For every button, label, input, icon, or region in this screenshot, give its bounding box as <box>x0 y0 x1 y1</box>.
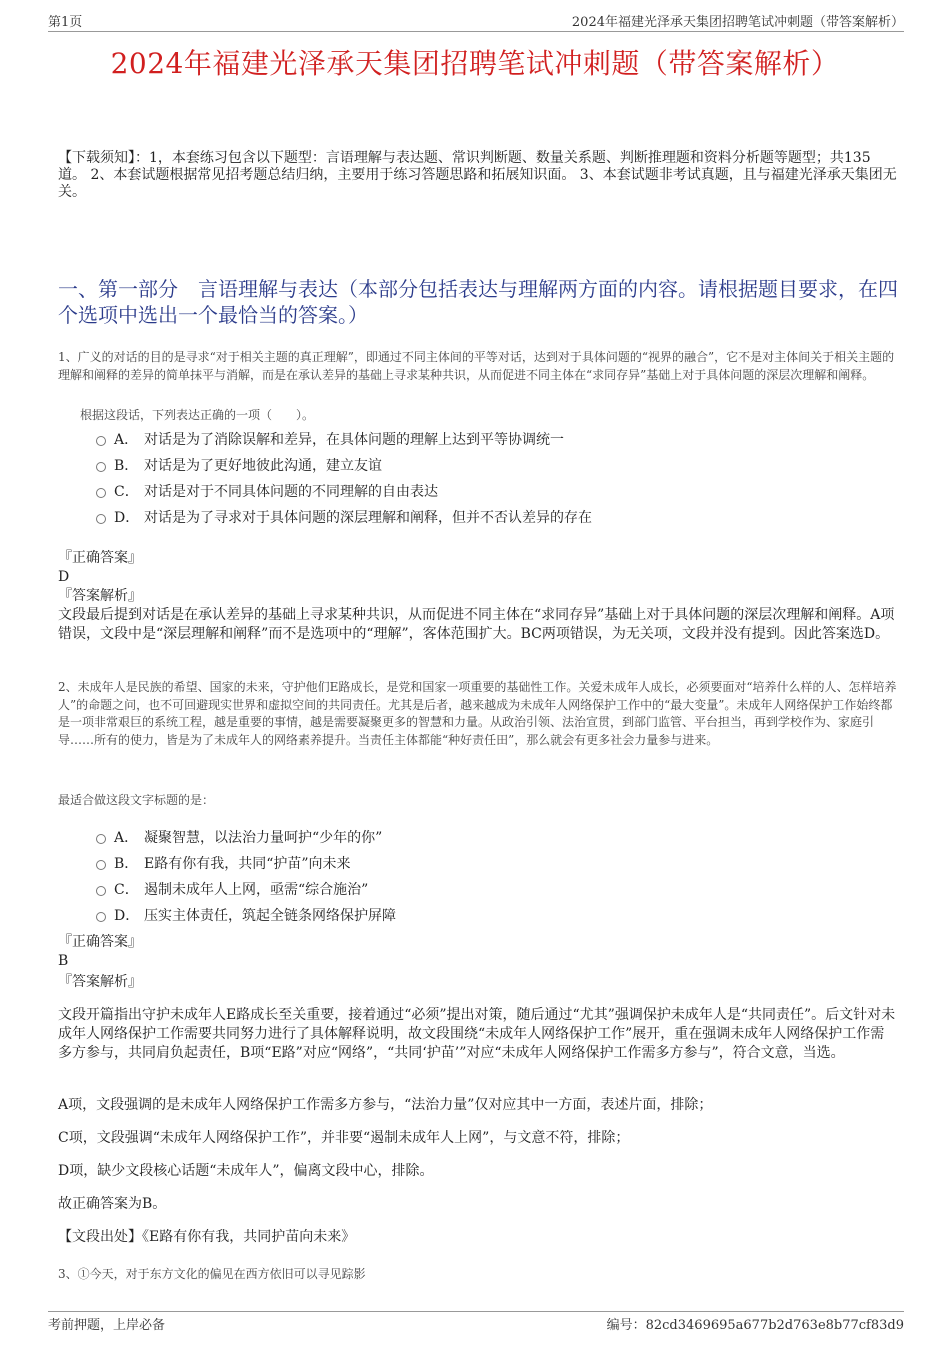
download-notice: 【下载须知】：1，本套练习包含以下题型：言语理解与表达题、常识判断题、数量关系题、判断推理题和资料分析题等题型；共135道。 2、本套试题根据常见招考题总结归纳，主要用于练习答题思路和拓展知识面。 3、本套试题非考试真题，且与福建光泽承天集团无关。 <box>58 150 897 200</box>
q2-option-a[interactable]: A． 凝聚智慧，以法治力量呵护“少年的你” <box>96 824 396 850</box>
radio-icon[interactable] <box>96 860 106 870</box>
page-number: 第1页 <box>48 15 83 30</box>
radio-icon[interactable] <box>96 886 106 896</box>
q1-option-d[interactable]: D． 对话是为了寻求对于具体问题的深层理解和阐释，但并不否认差异的存在 <box>96 504 592 530</box>
q3-stem: 3、①今天，对于东方文化的偏见在西方依旧可以寻见踪影 <box>58 1267 366 1281</box>
q1-option-c[interactable]: C． 对话是对于不同具体问题的不同理解的自由表达 <box>96 478 592 504</box>
q2-analysis-main: 文段开篇指出守护未成年人E路成长至关重要，接着通过“必须”提出对策，随后通过“尤其”强调保护未成年人是“共同责任”。后文针对未成年人网络保护工作需要共同努力进行了具体解释说明，故文段围绕“未成年人网络保护工作”展开，重在强调未成年人网络保护工作需多方参与，共同肩负起责任，B项“E路”对应“网络”，“共同‘护苗’”对应“未成年人网络保护工作需多方参与”，符合文意，当选。 <box>58 1007 896 1061</box>
section-heading: 一、第一部分 言语理解与表达（本部分包括表达与理解两方面的内容。请根据题目要求，在四个选项中选出一个最恰当的答案。） <box>58 277 898 327</box>
q2-analysis-a: A项，文段强调的是未成年人网络保护工作需多方参与，“法治力量”仅对应其中一方面，表述片面，排除； <box>58 1097 713 1113</box>
q1-option-a[interactable]: A． 对话是为了消除误解和差异，在具体问题的理解上达到平等协调统一 <box>96 426 592 452</box>
q1-analysis: 文段最后提到对话是在承认差异的基础上寻求某种共识，从而促进不同主体在“求同存异”基础上对于具体问题的深层次理解和阐释。A项错误，文段中是“深层理解和阐释”而不是选项中的“理解”，客体范围扩大。BC两项错误，为无关项，文段并没有提到。因此答案选D。 <box>58 607 895 642</box>
footer-slogan: 考前押题，上岸必备 <box>48 1318 166 1333</box>
q1-option-b[interactable]: B． 对话是为了更好地彼此沟通，建立友谊 <box>96 452 592 478</box>
q2-conclusion: 故正确答案为B。 <box>58 1196 167 1212</box>
q2-option-d[interactable]: D． 压实主体责任，筑起全链条网络保护屏障 <box>96 902 396 928</box>
q1-stem: 1、广义的对话的目的是寻求“对于相关主题的真正理解”，即通过不同主体间的平等对话，达到对于具体问题的“视界的融合”，它不是对主体间关于相关主题的理解和阐释的差异的简单抹平与消解，而是在承认差异的基础上寻求某种共识，从而促进不同主体在“求同存异”基础上对于具体问题的深层次理解和阐释。 <box>58 350 895 382</box>
q1-options <box>96 426 592 530</box>
footer-doc-id: 编号：82cd3469695a677b2d763e8b77cf83d9 <box>606 1318 904 1333</box>
q2-option-b[interactable]: B． E路有你有我，共同“护苗”向未来 <box>96 850 396 876</box>
radio-icon[interactable] <box>96 912 106 922</box>
page-title: 2024年福建光泽承天集团招聘笔试冲刺题（带答案解析） <box>110 47 840 80</box>
radio-icon[interactable] <box>96 514 106 524</box>
q2-source: 【文段出处】《E路有你有我，共同护苗向未来》 <box>58 1229 356 1245</box>
q2-analysis-c: C项，文段强调“未成年人网络保护工作”，并非要“遏制未成年人上网”，与文意不符，排除； <box>58 1130 630 1146</box>
q1-analysis-label: 『答案解析』 <box>58 588 142 604</box>
q1-answer-label: 『正确答案』 <box>58 550 142 566</box>
q2-analysis-label: 『答案解析』 <box>58 974 142 990</box>
radio-icon[interactable] <box>96 488 106 498</box>
radio-icon[interactable] <box>96 436 106 446</box>
q2-option-c[interactable]: C． 遏制未成年人上网，亟需“综合施治” <box>96 876 396 902</box>
q2-options <box>96 824 396 928</box>
q2-stem: 2、未成年人是民族的希望、国家的未来，守护他们E路成长，是党和国家一项重要的基础性工作。关爱未成年人成长，必须要面对“培养什么样的人、怎样培养人”的命题之问，也不可回避现实世界和虚拟空间的共同责任。尤其是后者，越来越成为未成年人网络保护工作中的“最大变量”。未成年人网络保护工作始终都是一项非常艰巨的系统工程，越是重要的事情，越是需要凝聚更多的智慧和力量。从政治引领、法治宣贯，到部门监管、平台担当，再到学校作为、家庭引导……所有的使力，皆是为了未成年人的网络素养提升。当责任主体都能“种好责任田”，那么就会有更多社会力量参与进来。 <box>58 680 897 747</box>
header-divider <box>48 31 904 32</box>
footer-divider <box>48 1311 904 1312</box>
q2-analysis-d: D项，缺少文段核心话题“未成年人”，偏离文段中心，排除。 <box>58 1163 434 1179</box>
q2-answer-label: 『正确答案』 <box>58 934 142 950</box>
radio-icon[interactable] <box>96 834 106 844</box>
q2-answer: B <box>58 953 69 969</box>
header-doc-title: 2024年福建光泽承天集团招聘笔试冲刺题（带答案解析） <box>571 15 904 30</box>
q2-ask: 最适合做这段文字标题的是： <box>58 793 215 807</box>
radio-icon[interactable] <box>96 462 106 472</box>
q1-answer: D <box>58 569 70 585</box>
q1-ask: 根据这段话，下列表达正确的一项（ ）。 <box>80 408 315 422</box>
